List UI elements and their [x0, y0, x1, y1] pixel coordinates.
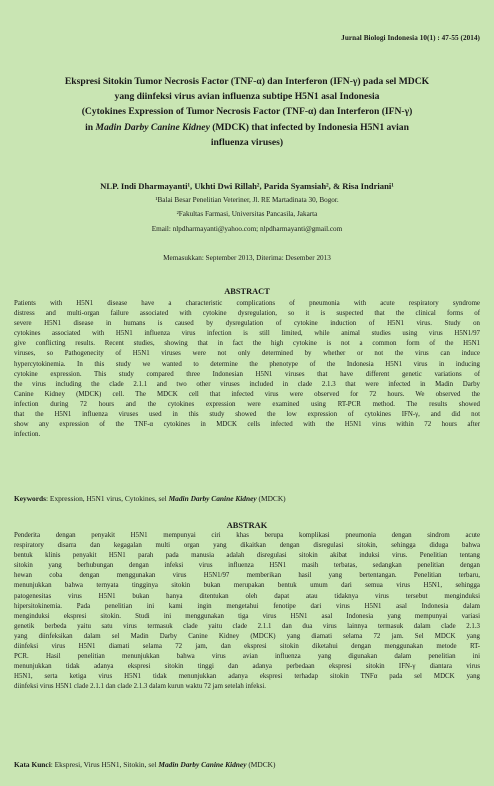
- keywords-italic: Madin Darby Canine Kidney: [168, 494, 257, 503]
- text-line: PCR. Hasil penelitian menunjukkan bahwa virus avian influenza yang digunakan dalam penelitian ini: [14, 653, 480, 661]
- katakunci-text: : Ekspresi, Virus H5N1, Sitokin, sel: [50, 760, 159, 769]
- abstrak-heading: ABSTRAK: [226, 521, 268, 530]
- abstract-body: [14, 299, 480, 440]
- title-line: in Madin Darby Canine Kidney (MDCK) that infected by Indonesia H5N1 avian: [85, 121, 409, 133]
- keywords-text: : Expression, H5N1 virus, Cytokines, sel: [46, 494, 169, 503]
- title-line: influenza viruses): [210, 136, 284, 148]
- keywords: [14, 494, 480, 503]
- text-line: infection during 72 hours and the cytokines expression were examined using RT-PCR method. The results showed: [14, 400, 480, 408]
- text-line: hewan coba dengan menggunakan virus H5N1/97 memberikan hasil yang bertentangan. Penelitian terbaru,: [14, 572, 480, 580]
- text-line: yang diinfeksikan dalam sel Madin Darby Canine Kidney (MDCK) yang diamati selama 72 jam. Sel MDCK yang: [14, 632, 480, 640]
- keywords-label: Keywords: [14, 494, 47, 503]
- text-line: diinfeksi virus H5N1 clade 2.1.1 dan clade 2.1.3 dalam kurun waktu 72 jam setelah infeksi.: [14, 683, 267, 691]
- affiliation: ²Fakultas Farmasi, Universitas Pancasila, Jakarta: [176, 210, 318, 218]
- text-line: cytokines associated with H5N1 influenza virus infection is still limited, while animal studies using virus H5N1/97: [14, 330, 480, 338]
- text-line: respiratory disarra dan kegagalan multi organ yang dikaitkan dengan disregulasi sitokin, sehingga diduga bahwa: [14, 542, 480, 550]
- text-line: cytokine expression. This study compared three Indonesian H5N1 viruses that have different genetic variations of: [14, 370, 480, 378]
- text-line: diinfeksi virus H5N1 diamati selama 72 jam, dan ekspresi sitokin diketahui dengan menggunakan metode RT-: [14, 643, 480, 651]
- text-line: H5N1, serta ketiga virus H5N1 tidak menunjukkan adanya ekspresi terhadap sitokin TNFα pada sel MDCK yang: [14, 673, 480, 681]
- text-line: genetik berbeda yaitu satu virus termasuk clade yaitu clade 2.1.1 dan dua virus lainnya termasuk dalam clade 2.1.3: [14, 622, 480, 630]
- contact-email: Email: nlpdharmayanti@yahoo.com; nlpdharmayanti@gmail.com: [151, 225, 343, 233]
- text-line: hipersitokinemia. Pada penelitian ini kami ingin mengetahui fenotipe dari virus H5N1 asal Indonesia dalam: [14, 602, 480, 610]
- title-italic: Madin Darby Canine Kidney: [95, 121, 210, 133]
- text-line: show any expression of the TNF-α cytokines in MDCK cells infected with the H5N1 virus within 72 hours after: [14, 421, 480, 429]
- text-line: Patients with H5N1 disease have a characteristic complications of pneumonia with acute respiratory syndrome: [14, 300, 480, 307]
- affiliation: ¹Balai Besar Penelitian Veteriner, Jl. RE Martadinata 30, Bogor.: [155, 196, 339, 204]
- text-line: bentuk klinis penyakit H5N1 parah pada manusia adalah disregulasi sitokin akibat induksi virus. Penelitian tentang: [14, 552, 480, 560]
- kata-kunci: [14, 760, 480, 769]
- title-line: (Cytokines Expression of Tumor Necrosis Factor (TNF-α) dan Interferon (IFN-γ): [81, 106, 413, 118]
- text-line: viruses, so Pathogenecity of H5N1 viruses were not only determined by whether or not the virus can induce: [14, 350, 480, 358]
- text-line: infection.: [14, 431, 41, 439]
- abstrak-body: [14, 531, 480, 693]
- text-line: that the H5N1 influenza viruses used in this study showed the low expression of cytokines IFN-γ, and did not: [14, 411, 480, 419]
- submission-dates: Memasukkan: September 2013, Diterima: Desember 2013: [163, 254, 331, 262]
- journal-header: Jurnal Biologi Indonesia 10(1) : 47-55 (2014): [341, 34, 480, 42]
- katakunci-italic: Madin Darby Canine Kidney: [158, 760, 247, 769]
- text-line: hypercytokinemia. In this study we wanted to determine the phenotype of the Indonesia H5N1 virus in inducing: [14, 360, 480, 368]
- katakunci-tail: (MDCK): [246, 760, 276, 769]
- text-line: distress and multi-organ failure associated with cytokine dysregulation, so it is suspected that the clinical forms of: [14, 310, 480, 318]
- text-line: patogenesitas virus H5N1 bukan hanya ditentukan oleh dapat atau tidaknya virus tersebut menginduksi: [14, 592, 480, 600]
- text-line: the virus including the clade 2.1.1 and two other viruses included in clade 2.1.3 that were infected in Madin Darby: [14, 380, 480, 388]
- text-line: menunjukkan tidak adanya ekspresi sitokin tinggi dan adanya perbedaan ekspresi sitokin IFN-γ diantara virus: [14, 663, 480, 671]
- authors: NLP. Indi Dharmayanti¹, Ukhti Dwi Rillah², Parida Syamsiah², & Risa Indriani¹: [100, 181, 394, 191]
- paper-title: [18, 74, 476, 150]
- text-line: menginduksi ekspresi sitokin. Studi ini menggunakan tiga virus H5N1 asal Indonesia yang mempunyai variasi: [14, 612, 480, 620]
- text-line: give conflicting results. Recent studies, showing that in fact the high cytokine is not a common form of the H5N1: [14, 340, 480, 348]
- katakunci-label: Kata Kunci: [14, 760, 51, 769]
- text-line: Penderita dengan penyakit H5N1 mempunyai ciri khas berupa komplikasi pneumonia dengan sindrom acute: [14, 532, 480, 539]
- text-line: menunjukkan bahwa ternyata tingginya sitokin bukan merupakan bentuk umum dari semua virus H5N1, sehingga: [14, 582, 480, 590]
- keywords-tail: (MDCK): [256, 494, 286, 503]
- title-line: yang diinfeksi virus avian influenza subtipe H5N1 asal Indonesia: [114, 91, 380, 103]
- title-line: Ekspresi Sitokin Tumor Necrosis Factor (TNF-α) dan Interferon (IFN-γ) pada sel MDCK: [64, 76, 430, 87]
- text-line: severe H5N1 disease in humans is caused by dysregulation of cytokine induction of H5N1 virus. Study on: [14, 320, 480, 328]
- text-line: sitokin yang berhubungan dengan infeksi virus influenza H5N1 masih terbatas, sedangkan penelitian dengan: [14, 562, 480, 570]
- text-line: Canine Kidney (MDCK) cell. The MDCK cell that infected virus were observed for 72 hours. We observed the: [14, 390, 480, 398]
- abstract-heading: ABSTRACT: [224, 287, 270, 296]
